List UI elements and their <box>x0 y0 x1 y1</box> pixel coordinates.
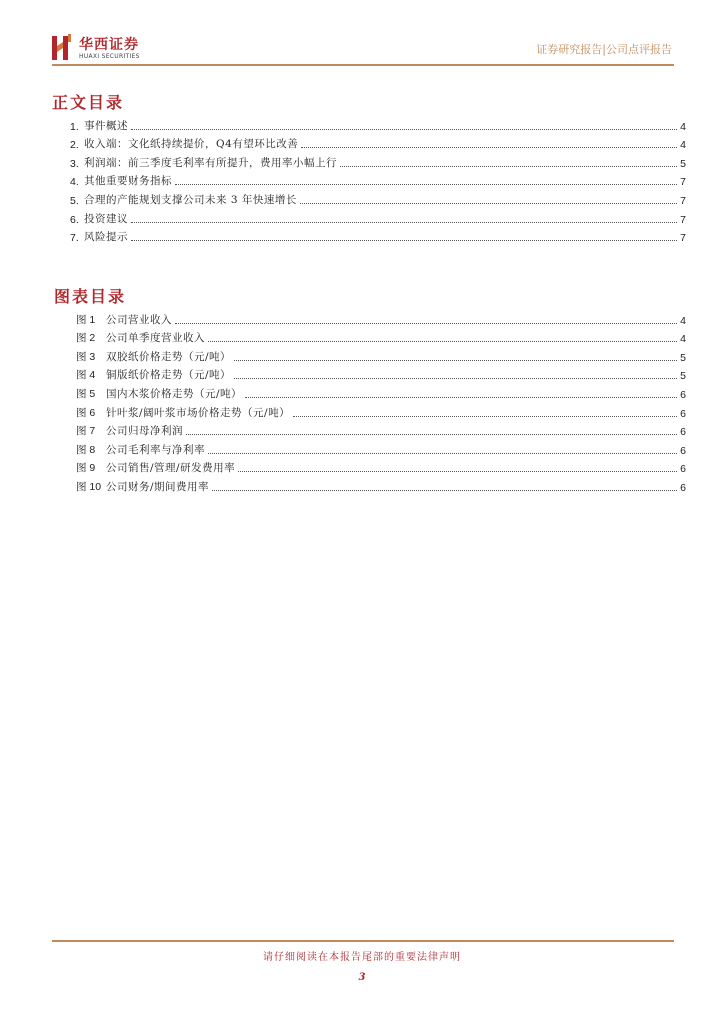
figure-entry[interactable] <box>76 364 686 383</box>
toc-entry-leader-dots <box>340 165 677 167</box>
toc-entry-number: 3. <box>70 157 79 170</box>
toc-entry-label: 事件概述 <box>84 119 128 132</box>
figure-entry[interactable] <box>76 401 686 420</box>
figure-entry-page-number: 6 <box>680 407 686 420</box>
toc-entry-label: 投资建议 <box>84 212 128 225</box>
figure-entry-page-number: 6 <box>680 444 686 457</box>
report-type-label: 证券研究报告|公司点评报告 <box>536 43 672 56</box>
figure-entry-leader-dots <box>238 470 677 472</box>
figure-entry-label: 公司单季度营业收入 <box>106 332 205 345</box>
toc-entry-number: 2. <box>70 139 79 152</box>
toc-entry-page-number: 7 <box>680 213 686 226</box>
figure-entry-number: 图 2 <box>76 332 96 345</box>
figure-entry[interactable] <box>76 457 686 476</box>
figure-entry-page-number: 6 <box>680 426 686 439</box>
toc-entry-leader-dots <box>131 221 677 223</box>
figure-entry-number: 图 5 <box>76 387 96 400</box>
figure-entry-number: 图 9 <box>76 462 96 475</box>
toc-list <box>70 114 686 244</box>
figure-entry-label: 铜版纸价格走势（元/吨） <box>106 369 232 382</box>
toc-entry-page-number: 7 <box>680 232 686 245</box>
figure-entry-number: 图 8 <box>76 443 96 456</box>
figure-entry[interactable] <box>76 420 686 439</box>
figure-entry[interactable] <box>76 327 686 346</box>
figures-list <box>76 308 686 494</box>
figure-entry-leader-dots <box>293 415 677 417</box>
figure-entry-number: 图 4 <box>76 369 96 382</box>
figure-entry-leader-dots <box>245 396 677 398</box>
figure-entry-leader-dots <box>186 433 677 435</box>
figure-entry[interactable] <box>76 475 686 494</box>
company-logo <box>52 34 182 64</box>
toc-entry[interactable] <box>70 114 686 133</box>
figure-entry-page-number: 6 <box>680 388 686 401</box>
figure-entry-label: 国内木浆价格走势（元/吨） <box>106 387 243 400</box>
figure-entry-page-number: 4 <box>680 314 686 327</box>
figure-entry-label: 公司销售/管理/研发费用率 <box>106 462 236 475</box>
figure-entry-leader-dots <box>234 377 677 379</box>
toc-entry-leader-dots <box>301 146 677 148</box>
toc-entry-label: 其他重要财务指标 <box>84 175 172 188</box>
figure-entry[interactable] <box>76 345 686 364</box>
toc-entry[interactable] <box>70 207 686 226</box>
figure-entry-number: 图 1 <box>76 313 96 326</box>
page-header <box>52 32 674 66</box>
toc-entry[interactable] <box>70 188 686 207</box>
toc-entry[interactable] <box>70 133 686 152</box>
figure-entry-page-number: 5 <box>680 351 686 364</box>
figure-entry-page-number: 6 <box>680 463 686 476</box>
toc-entry-label: 利润端：前三季度毛利率有所提升，费用率小幅上行 <box>84 156 337 169</box>
figure-entry-label: 公司营业收入 <box>106 313 172 326</box>
toc-entry-page-number: 7 <box>680 176 686 189</box>
figures-title: 图表目录 <box>54 287 127 306</box>
toc-entry-page-number: 4 <box>680 120 686 133</box>
figure-entry-leader-dots <box>175 322 677 324</box>
figure-entry-page-number: 4 <box>680 333 686 346</box>
toc-entry-number: 4. <box>70 176 79 189</box>
toc-entry[interactable] <box>70 226 686 245</box>
toc-entry[interactable] <box>70 151 686 170</box>
figure-entry-page-number: 6 <box>680 481 686 494</box>
toc-entry-leader-dots <box>300 202 677 204</box>
figure-entry[interactable] <box>76 308 686 327</box>
header-divider <box>52 64 674 66</box>
figure-entry-label: 公司毛利率与净利率 <box>106 443 205 456</box>
toc-entry-leader-dots <box>175 183 677 185</box>
figure-entry-leader-dots <box>208 452 677 454</box>
toc-entry-label: 合理的产能规划支撑公司未来 3 年快速增长 <box>84 193 297 206</box>
toc-entry[interactable] <box>70 170 686 189</box>
figure-entry-leader-dots <box>234 359 677 361</box>
toc-title: 正文目录 <box>52 93 125 112</box>
logo-chinese-name: 华西证券 <box>79 37 139 53</box>
figure-entry[interactable] <box>76 438 686 457</box>
toc-entry-number: 1. <box>70 120 79 133</box>
page-number: 3 <box>358 972 366 983</box>
huaxi-logo-icon <box>52 34 72 62</box>
toc-entry-number: 5. <box>70 194 79 207</box>
toc-entry-number: 6. <box>70 213 79 226</box>
figure-entry-number: 图 10 <box>76 480 102 493</box>
figure-entry-label: 双胶纸价格走势（元/吨） <box>106 350 232 363</box>
toc-entry-page-number: 4 <box>680 139 686 152</box>
toc-entry-leader-dots <box>131 128 677 130</box>
figure-entry-page-number: 5 <box>680 370 686 383</box>
figure-entry[interactable] <box>76 382 686 401</box>
logo-english-name: HUAXI SECURITIES <box>79 53 140 60</box>
figure-entry-label: 针叶浆/阔叶浆市场价格走势（元/吨） <box>106 406 291 419</box>
figure-entry-leader-dots <box>208 340 677 342</box>
figure-entry-label: 公司归母净利润 <box>106 425 183 438</box>
figure-entry-label: 公司财务/期间费用率 <box>106 480 210 493</box>
toc-entry-page-number: 5 <box>680 157 686 170</box>
toc-entry-label: 风险提示 <box>84 231 128 244</box>
figure-entry-number: 图 6 <box>76 406 96 419</box>
figure-entry-number: 图 7 <box>76 425 96 438</box>
toc-entry-number: 7. <box>70 232 79 245</box>
toc-entry-leader-dots <box>131 239 677 241</box>
toc-entry-label: 收入端：文化纸持续提价，Q4有望环比改善 <box>84 138 299 151</box>
legal-disclaimer: 请仔细阅读在本报告尾部的重要法律声明 <box>263 952 461 963</box>
figure-entry-number: 图 3 <box>76 350 96 363</box>
toc-entry-page-number: 7 <box>680 194 686 207</box>
figure-entry-leader-dots <box>212 489 677 491</box>
footer-divider <box>52 940 674 942</box>
